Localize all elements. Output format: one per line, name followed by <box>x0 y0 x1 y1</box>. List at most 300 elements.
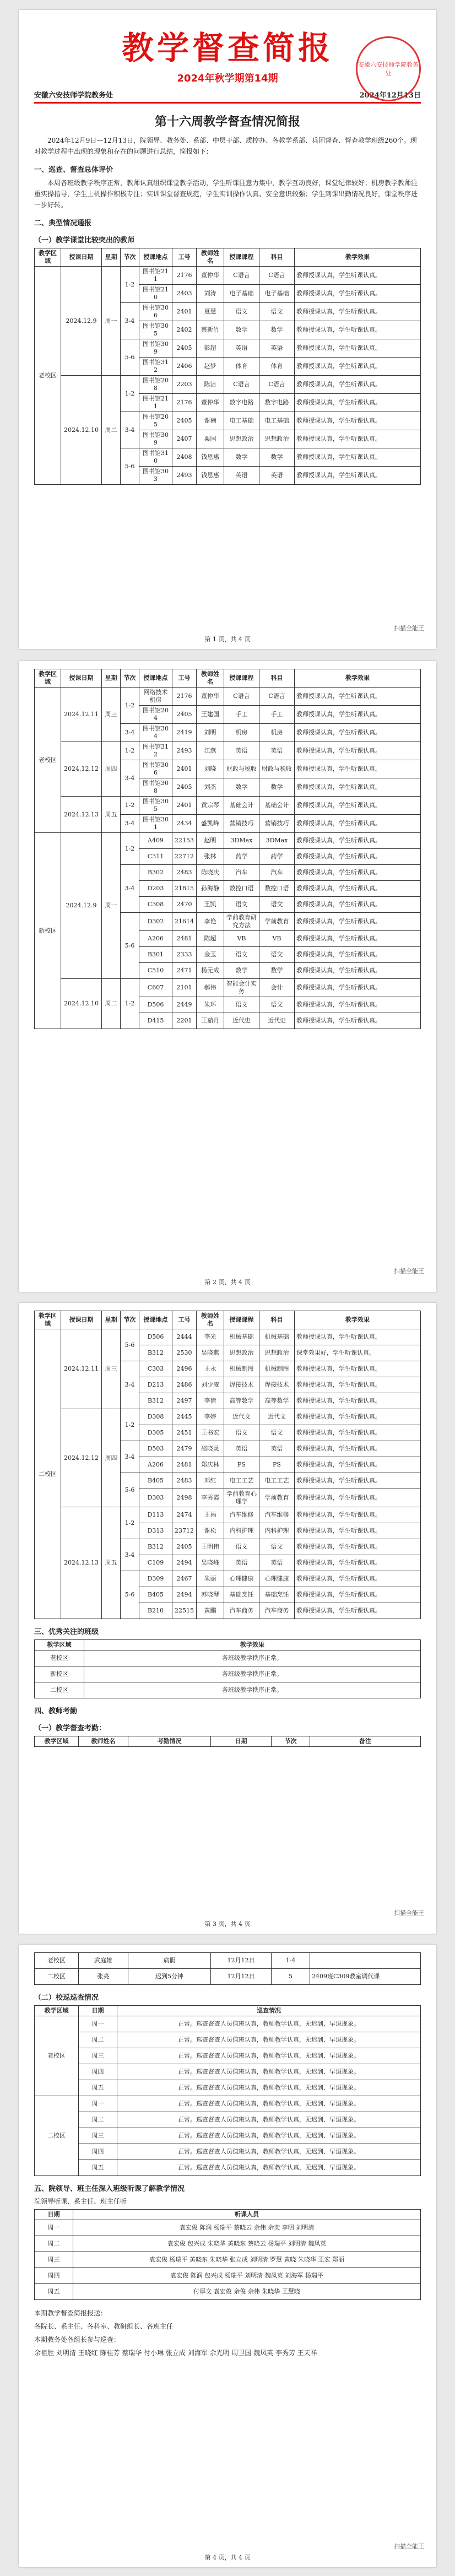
table-row <box>35 688 421 706</box>
table-cell: 教师授课认真，学生听课认真。 <box>295 394 421 412</box>
table-cell: 教师授课认真，学生听课认真。 <box>295 1393 421 1409</box>
column-header: 节次 <box>272 1736 310 1747</box>
column-header: 节次 <box>121 1311 139 1329</box>
table-cell: 数学 <box>224 448 259 467</box>
table-cell: 教师授课认真，学生听课认真。 <box>295 913 421 931</box>
table-cell: 教师授课认真，学生听课认真。 <box>295 1441 421 1457</box>
table-cell: 语文 <box>224 1425 259 1441</box>
table-cell: 迟到5分钟 <box>128 1969 211 1985</box>
table-cell: 图书馆309 <box>139 339 172 358</box>
table-cell: 周三 <box>35 2252 73 2268</box>
column-header: 教学区域 <box>35 1736 79 1747</box>
table-cell: 教师授课认真，学生听课认真。 <box>295 688 421 706</box>
table-cell: 董仲华 <box>197 688 224 706</box>
table-cell: 教师授课认真，学生听课认真。 <box>295 1361 421 1377</box>
column-header: 科目 <box>259 1311 295 1329</box>
table-cell: B301 <box>139 947 172 963</box>
table-cell: 1-2 <box>121 979 139 1029</box>
table-cell: 教师授课认真，学生听课认真。 <box>295 1489 421 1507</box>
table-cell: 英语 <box>259 467 295 485</box>
table-cell: 老校区 <box>35 1953 79 1969</box>
table-cell: 彭超 <box>197 339 224 358</box>
patrol-table <box>34 2005 421 2176</box>
table-row <box>35 1650 421 1666</box>
table-header-row <box>35 2006 421 2016</box>
table-cell: 2203 <box>172 376 197 394</box>
table-cell: 电工基础 <box>259 412 295 430</box>
table-cell: 图书馆305 <box>139 797 172 815</box>
table-cell: 英语 <box>224 1555 259 1571</box>
table-cell: 2024.12.9 <box>61 267 102 376</box>
table-cell: 教师授课认真，学生听课认真。 <box>295 979 421 997</box>
table-cell: 2530 <box>172 1345 197 1361</box>
table-cell: 汽车维修 <box>259 1507 295 1523</box>
table-cell: 机房 <box>259 724 295 742</box>
table-cell: 1-2 <box>121 376 139 412</box>
table-cell: 教师授课认真，学生听课认真。 <box>295 1013 421 1029</box>
table-cell: 药学 <box>259 849 295 865</box>
table-cell: 教师授课认真，学生听课认真。 <box>295 1571 421 1587</box>
table-cell: 王茹月 <box>197 1013 224 1029</box>
table-cell: D305 <box>139 1425 172 1441</box>
table-cell: C607 <box>139 979 172 997</box>
table-cell: 新校区 <box>35 833 61 1029</box>
table-cell: 周三 <box>79 2048 117 2064</box>
table-cell: 2467 <box>172 1571 197 1587</box>
table-cell: 邵晓灵 <box>197 1441 224 1457</box>
table-cell: 手工 <box>224 706 259 724</box>
table-cell: 1-2 <box>121 1507 139 1539</box>
table-cell: 2201 <box>172 1013 197 1029</box>
column-header: 听课人员 <box>73 2210 421 2220</box>
table-cell: 2408 <box>172 448 197 467</box>
table-cell: 袁宏俊 陈润 包兴成 杨瑞平 刘明清 魏凤英 刘海军 杨瑞平 <box>73 2268 421 2284</box>
table-cell: 2176 <box>172 267 197 285</box>
table-cell: 2407 <box>172 430 197 448</box>
table-cell: 董仲华 <box>197 394 224 412</box>
table-cell: 电工工艺 <box>224 1473 259 1489</box>
table-cell: 基础会计 <box>259 797 295 815</box>
table-row <box>35 267 421 285</box>
official-seal: 安徽六安技师学院教务处 <box>356 36 421 101</box>
table-cell: 1-2 <box>121 267 139 303</box>
table-cell: 数学 <box>224 778 259 797</box>
table-cell: 2470 <box>172 897 197 913</box>
column-header: 授课日期 <box>61 1311 102 1329</box>
table-cell: 江燕 <box>197 742 224 760</box>
subsection-heading: （一）教学课堂比较突出的教师 <box>34 236 135 245</box>
table-cell: 袁宏俊 杨瑞平 黄晓东 朱晓华 张立成 刘明清 罗慧 黄晓 朱晓华 王宏 郑丽 <box>73 2252 421 2268</box>
table-cell: D313 <box>139 1523 172 1539</box>
table-cell: 张亮 <box>79 1969 128 1985</box>
table-cell: 刘明 <box>197 724 224 742</box>
table-cell: 3-4 <box>121 303 139 339</box>
table-cell: 思想政治 <box>259 1345 295 1361</box>
table-row <box>35 2220 421 2236</box>
table-cell <box>310 1953 421 1969</box>
table-cell: 1-4 <box>272 1953 310 1969</box>
table-row <box>35 2160 421 2176</box>
table-cell: C语言 <box>224 688 259 706</box>
table-cell: 12月12日 <box>211 1969 272 1985</box>
table-cell: 教师授课认真，学生听课认真。 <box>295 1329 421 1345</box>
column-header: 工号 <box>172 1311 197 1329</box>
table-cell: 1-2 <box>121 1409 139 1441</box>
table-cell: 图书馆210 <box>139 285 172 303</box>
table-cell: 网络技术机房 <box>139 688 172 706</box>
table-cell: 2479 <box>172 1441 197 1457</box>
table-cell: C语言 <box>259 688 295 706</box>
teaching-table-1 <box>34 248 421 485</box>
table-cell: 正常。巡查督查人员值班认真，教师教学认真，无迟到、早退现象。 <box>117 2128 421 2144</box>
table-cell: 2176 <box>172 394 197 412</box>
closing-line: 余祖胜 刘明清 王晓红 陈桂芳 蔡瑞华 付小琳 张立成 刘海军 余光明 周卫国 魏凤英 李秀芳 王天祥 <box>34 2349 317 2357</box>
table-cell: 学前教育 <box>259 913 295 931</box>
table-cell: 2401 <box>172 797 197 815</box>
table-cell: 2445 <box>172 1409 197 1425</box>
table-cell: 教师授课认真，学生听课认真。 <box>295 1587 421 1603</box>
table-cell: 2024.12.11 <box>61 1329 102 1409</box>
page-footer: 第 3 页，共 4 页 <box>204 1920 251 1928</box>
table-row <box>35 2016 421 2032</box>
table-cell: 图书馆304 <box>139 724 172 742</box>
subsection-heading: （一）教学督查考勤： <box>34 1724 106 1733</box>
table-cell: 2497 <box>172 1393 197 1409</box>
page-2 <box>19 661 436 1292</box>
table-cell: 2486 <box>172 1377 197 1393</box>
column-header: 教学效果 <box>295 248 421 267</box>
table-cell: 汽车 <box>224 865 259 881</box>
table-cell: 正常。巡查督查人员值班认真，教师教学认真，无迟到、早退现象。 <box>117 2048 421 2064</box>
table-row <box>35 1329 421 1345</box>
page-footer: 第 1 页，共 4 页 <box>204 636 251 643</box>
table-cell: 图书馆303 <box>139 467 172 485</box>
table-cell: 赵梦 <box>197 358 224 376</box>
column-header: 考勤情况 <box>128 1736 211 1747</box>
table-cell: 王建国 <box>197 706 224 724</box>
table-cell: 正常。巡查督查人员值班认真，教师教学认真，无迟到、早退现象。 <box>117 2064 421 2080</box>
table-cell: 教师授课认真，学生听课认真。 <box>295 412 421 430</box>
attendance-table <box>34 1952 421 1985</box>
table-cell: 金玉 <box>197 947 224 963</box>
column-header: 教师姓名 <box>79 1736 128 1747</box>
table-cell: 周五 <box>102 1507 121 1619</box>
issue-number: 2024年秋学期第14期 <box>177 73 278 84</box>
column-header: 日期 <box>35 2210 73 2220</box>
table-row <box>35 1953 421 1969</box>
table-cell: A409 <box>139 833 172 849</box>
table-cell: 教师授课认真，学生听课认真。 <box>295 997 421 1013</box>
table-cell: 正常。巡查督查人员值班认真，教师教学认真，无迟到、早退现象。 <box>117 2016 421 2032</box>
table-cell: 2405 <box>172 706 197 724</box>
table-cell: 图书馆306 <box>139 303 172 321</box>
column-header: 教师姓名 <box>197 248 224 267</box>
table-cell: 2481 <box>172 1457 197 1473</box>
table-cell: B302 <box>139 865 172 881</box>
table-cell: 二校区 <box>35 1682 84 1698</box>
table-cell: 图书馆308 <box>139 778 172 797</box>
table-cell: B312 <box>139 1345 172 1361</box>
table-cell: 教师授课认真，学生听课认真。 <box>295 1409 421 1425</box>
table-cell: 陈洁 <box>197 376 224 394</box>
table-cell: 22515 <box>172 1603 197 1619</box>
table-cell: 数字电路 <box>224 394 259 412</box>
column-header: 工号 <box>172 669 197 688</box>
table-cell: 教师授课认真，学生听课认真。 <box>295 931 421 947</box>
table-cell: 教师授课认真，学生听课认真。 <box>295 267 421 285</box>
table-cell: 正常。巡查督查人员值班认真，教师教学认真，无迟到、早退现象。 <box>117 2080 421 2096</box>
table-cell: 2405 <box>172 1539 197 1555</box>
table-cell: 2024.12.13 <box>61 1507 102 1619</box>
table-cell: 图书馆208 <box>139 376 172 394</box>
column-header: 星期 <box>102 248 121 267</box>
table-cell: 数学 <box>224 963 259 979</box>
table-cell: 近代史 <box>259 1013 295 1029</box>
table-cell: 2409班C309教室调代课 <box>310 1969 421 1985</box>
table-cell: 周五 <box>35 2284 73 2300</box>
table-cell: 1-2 <box>121 688 139 724</box>
table-cell: 英语 <box>224 467 259 485</box>
table-cell: 周四 <box>35 2268 73 2284</box>
table-cell: 图书馆312 <box>139 742 172 760</box>
table-cell: 2405 <box>172 412 197 430</box>
table-cell: 图书馆306 <box>139 760 172 778</box>
column-header: 授课课程 <box>224 669 259 688</box>
table-row <box>35 797 421 815</box>
table-cell: 电工基础 <box>224 412 259 430</box>
table-cell: 袁宏俊 包兴成 朱晓华 黄晓东 蔡晓云 杨瑞平 刘明清 魏凤英 <box>73 2236 421 2252</box>
table-cell: 赵明 <box>197 833 224 849</box>
table-cell: 语文 <box>259 897 295 913</box>
table-cell: 2406 <box>172 358 197 376</box>
closing-line: 本期教学督查简报报送： <box>34 2309 107 2317</box>
table-cell: 3DMax <box>259 833 295 849</box>
table-cell: 3-4 <box>121 865 139 913</box>
table-cell: 袁宏俊 陈润 杨瑞平 蔡晓云 余伟 余奕 李明 刘明清 <box>73 2220 421 2236</box>
page-4 <box>19 1945 436 2567</box>
table-cell: 教师授课认真，学生听课认真。 <box>295 963 421 979</box>
column-header: 教师姓名 <box>197 1311 224 1329</box>
table-cell: 1-2 <box>121 797 139 815</box>
table-cell: 2402 <box>172 321 197 339</box>
table-cell: 5-6 <box>121 339 139 376</box>
table-cell: VB <box>259 931 295 947</box>
table-cell: 教师授课认真，学生听课认真。 <box>295 778 421 797</box>
table-cell: 刘涛 <box>197 285 224 303</box>
column-header: 星期 <box>102 669 121 688</box>
table-cell: 周二 <box>79 2112 117 2128</box>
table-cell: 数学 <box>224 321 259 339</box>
table-cell: 3-4 <box>121 1361 139 1409</box>
table-header-row <box>35 669 421 688</box>
table-cell: 电子基础 <box>259 285 295 303</box>
table-cell: 5 <box>272 1969 310 1985</box>
column-header: 科目 <box>259 669 295 688</box>
table-cell: 高等数学 <box>259 1393 295 1409</box>
table-header-row <box>35 1736 421 1747</box>
column-header: 授课课程 <box>224 1311 259 1329</box>
table-cell: 陈晓庆 <box>197 865 224 881</box>
table-cell: 22712 <box>172 849 197 865</box>
table-cell: 正常。巡查督查人员值班认真，教师教学认真，无迟到、早退现象。 <box>117 2112 421 2128</box>
doc-title: 第十六周教学督查情况简报 <box>154 115 300 129</box>
table-header-row <box>35 1311 421 1329</box>
table-cell: 机房 <box>224 724 259 742</box>
table-cell: 新校区 <box>35 1666 84 1682</box>
table-cell: 数控口语 <box>259 881 295 897</box>
table-cell: 教师授课认真，学生听课认真。 <box>295 742 421 760</box>
table-cell: C109 <box>139 1555 172 1571</box>
table-cell: 李秀霞 <box>197 1489 224 1507</box>
table-cell: 数学 <box>259 778 295 797</box>
table-cell: 教师授课认真，学生听课认真。 <box>295 865 421 881</box>
table-cell: 3DMax <box>224 833 259 849</box>
table-cell: 23712 <box>172 1523 197 1539</box>
table-cell: D506 <box>139 1329 172 1345</box>
table-cell: 教师授课认真，学生听课认真。 <box>295 881 421 897</box>
table-cell: 高等数学 <box>224 1393 259 1409</box>
table-cell: 思想政治 <box>224 1345 259 1361</box>
column-header: 日期 <box>211 1736 272 1747</box>
table-cell: 老校区 <box>35 2016 79 2096</box>
table-cell: 课堂效果好，学生听课认真。 <box>295 1345 421 1361</box>
leader-table <box>34 2209 421 2300</box>
table-cell: 教师授课认真，学生听课认真。 <box>295 815 421 833</box>
column-header: 授课日期 <box>61 248 102 267</box>
table-cell: 病假 <box>128 1953 211 1969</box>
table-cell: 杨元成 <box>197 963 224 979</box>
attendance-table-header <box>34 1736 421 1747</box>
table-cell: 苏晓琴 <box>197 1587 224 1603</box>
table-cell: 图书馆205 <box>139 412 172 430</box>
table-cell: 黄鹏 <box>197 1603 224 1619</box>
table-cell: 周三 <box>102 1329 121 1409</box>
table-cell: 教师授课认真，学生听课认真。 <box>295 797 421 815</box>
table-cell: 各班级教学秩序正常。 <box>84 1666 421 1682</box>
table-cell: 语文 <box>259 947 295 963</box>
table-cell: 周一 <box>102 833 121 979</box>
table-row <box>35 2128 421 2144</box>
table-cell: 栗国 <box>197 430 224 448</box>
table-cell: 教师授课认真，学生听课认真。 <box>295 448 421 467</box>
table-cell: 语文 <box>224 303 259 321</box>
table-cell: 思想政治 <box>224 430 259 448</box>
watermark-label: 扫描全能王 <box>394 1909 424 1917</box>
table-cell: 英语 <box>259 1555 295 1571</box>
column-header: 教学区域 <box>35 2006 79 2016</box>
table-cell: 教师授课认真，学生听课认真。 <box>295 897 421 913</box>
table-cell: 周五 <box>79 2160 117 2176</box>
table-cell: 英语 <box>224 742 259 760</box>
section-5-heading: 五、院领导、班主任深入班级听课了解教学情况 <box>34 2185 185 2193</box>
table-cell: C308 <box>139 897 172 913</box>
table-cell: 2434 <box>172 815 197 833</box>
table-cell: 谢松 <box>197 1523 224 1539</box>
table-cell: 数学 <box>259 321 295 339</box>
table-cell: 1-2 <box>121 833 139 865</box>
table-cell: D302 <box>139 913 172 931</box>
table-cell: 王明伟 <box>197 1539 224 1555</box>
table-cell: 近代史 <box>224 1013 259 1029</box>
table-cell: 语文 <box>224 947 259 963</box>
table-cell: 图书馆211 <box>139 267 172 285</box>
table-cell: 教师授课认真，学生听课认真。 <box>295 1507 421 1523</box>
table-cell: B312 <box>139 1539 172 1555</box>
column-header: 教师姓名 <box>197 669 224 688</box>
watermark-label: 扫描全能王 <box>394 1268 424 1275</box>
table-cell: 2024.12.12 <box>61 1409 102 1507</box>
table-cell: 电子基础 <box>224 285 259 303</box>
table-cell: B210 <box>139 1603 172 1619</box>
table-cell: 2401 <box>172 303 197 321</box>
table-cell: 2101 <box>172 979 197 997</box>
section-1-text: 本周各班级教学秩序正常，教师认真组织课堂教学活动，学生听课注意力集中，教学互动良好，课堂纪律较好；机房教学教师注重实操指导，学生上机操作积极专注；实训课堂督查规范，学生实训操作认真、安全意识较强；学生到课出勤情况良好，课堂秩序进一步好转。 <box>34 179 418 209</box>
table-row <box>35 979 421 997</box>
table-cell: 3-4 <box>121 724 139 742</box>
table-cell: 12月12日 <box>211 1953 272 1969</box>
table-cell: 周四 <box>102 1409 121 1507</box>
table-cell: 周四 <box>79 2144 117 2160</box>
table-cell: 语文 <box>224 897 259 913</box>
table-cell: C语言 <box>259 376 295 394</box>
teaching-table-3 <box>34 1311 421 1619</box>
table-cell: 图书馆204 <box>139 706 172 724</box>
table-cell: 2493 <box>172 742 197 760</box>
table-cell: B405 <box>139 1587 172 1603</box>
table-cell: D308 <box>139 1409 172 1425</box>
table-cell: 陈超 <box>197 931 224 947</box>
table-cell: 教师授课认真，学生听课认真。 <box>295 1603 421 1619</box>
table-cell: 5-6 <box>121 1329 139 1361</box>
table-cell: D213 <box>139 1377 172 1393</box>
class-table <box>34 1639 421 1698</box>
table-cell: D415 <box>139 1013 172 1029</box>
table-cell: 药学 <box>224 849 259 865</box>
table-cell: 2471 <box>172 963 197 979</box>
table-cell: 吴晓燕 <box>197 1345 224 1361</box>
red-rule <box>34 102 421 104</box>
column-header: 备注 <box>310 1736 421 1747</box>
page-3 <box>19 1303 436 1934</box>
table-cell: 英语 <box>224 1441 259 1457</box>
table-cell: 周二 <box>79 2032 117 2048</box>
table-row <box>35 1969 421 1985</box>
table-cell: 图书馆310 <box>139 448 172 467</box>
table-cell: 周一 <box>79 2096 117 2112</box>
table-cell: 营销技巧 <box>259 815 295 833</box>
table-cell: C510 <box>139 963 172 979</box>
table-row <box>35 2064 421 2080</box>
table-cell: 英语 <box>224 339 259 358</box>
table-cell: 正常。巡查督查人员值班认真，教师教学认真，无迟到、早退现象。 <box>117 2032 421 2048</box>
section-5-subtitle: 院领导听课、系主任、班主任听 <box>34 2198 127 2205</box>
table-cell: D203 <box>139 881 172 897</box>
table-cell: 2483 <box>172 865 197 881</box>
table-row <box>35 2252 421 2268</box>
subsection-heading: （二）校巡巡查情况 <box>34 1994 99 2002</box>
table-cell: 教师授课认真，学生听课认真。 <box>295 1523 421 1539</box>
table-row <box>35 2284 421 2300</box>
table-cell: 教师授课认真，学生听课认真。 <box>295 467 421 485</box>
table-cell: 1-2 <box>121 742 139 760</box>
table-cell: 财政与税收 <box>259 760 295 778</box>
table-cell: 各班级教学秩序正常。 <box>84 1682 421 1698</box>
table-cell: 夏慧 <box>197 303 224 321</box>
table-cell: 教师授课认真，学生听课认真。 <box>295 285 421 303</box>
table-cell: 周五 <box>79 2080 117 2096</box>
table-cell: 焊接技术 <box>259 1377 295 1393</box>
table-cell: 语文 <box>259 1539 295 1555</box>
